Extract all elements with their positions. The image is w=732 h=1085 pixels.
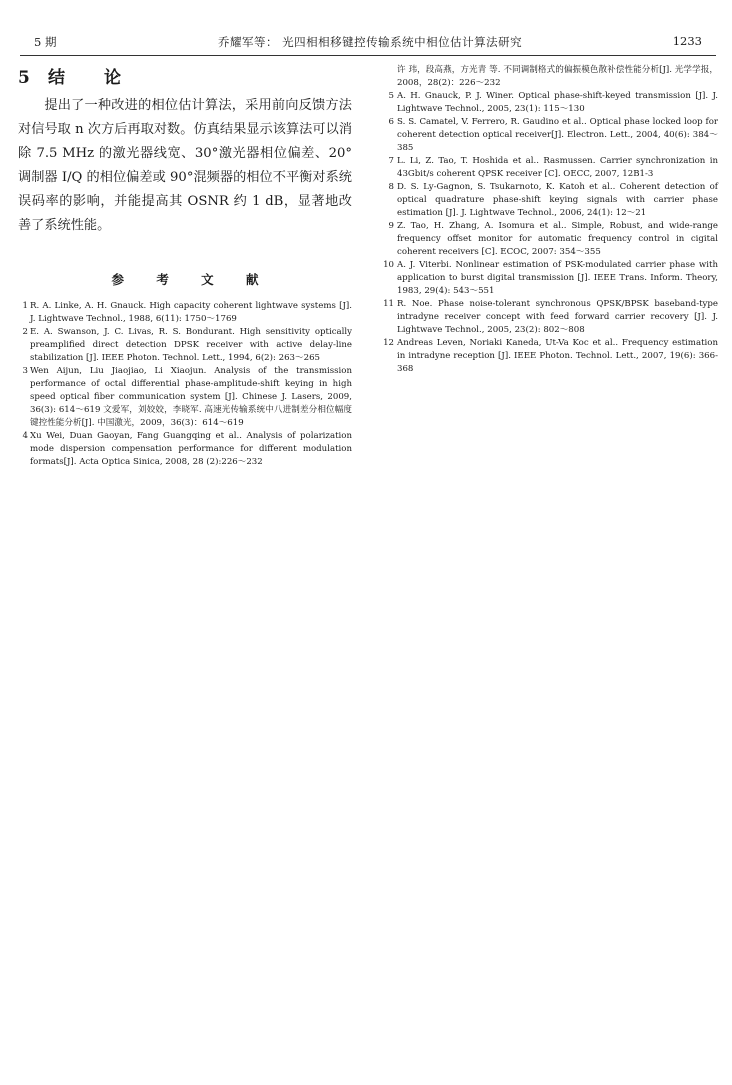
reference-item: 1 R. A. Linke, A. H. Gnauck. High capacity coherent lightwave systems [J]. J. Lightwave Technol., 1988, 6(11): 1750～1769 <box>22 301 352 324</box>
reference-continuation: 许 玮，段高燕，方光青 等. 不同调制格式的偏振模色散补偿性能分析[J]. 光学学报，2008，28(2)：226～232 <box>397 65 718 88</box>
section-title-char-2: 论 <box>104 68 121 88</box>
reference-item: 12 Andreas Leven, Noriaki Kaneda, Ut-Va Koc et al.. Frequency estimation in intradyne reception [J]. IEEE Photon. Technol. Lett., 2007, 19(6): 366-368 <box>383 338 718 374</box>
references-heading: 参 考 文 献 <box>111 272 273 287</box>
reference-item: 7 L. Li, Z. Tao, T. Hoshida et al.. Rasmussen. Carrier synchronization in 43Gbit/s coherent QPSK receiver [C]. OECC, 2007, 12B1-3 <box>388 156 718 179</box>
page-header <box>20 30 710 52</box>
reference-item: 2 E. A. Swanson, J. C. Livas, R. S. Bondurant. High sensitivity optically preamplified direct detection DPSK receiver with active delay-line stabilization [J]. IEEE Photon. Technol. Lett., 1994, 6(2): 263～265 <box>22 327 352 363</box>
conclusion-paragraph: 提出了一种改进的相位估计算法，采用前向反馈方法对信号取 n 次方后再取对数。仿真结果显示该算法可以消除 7.5 MHz 的激光器线宽、30°激光器相位偏差、20°调制器 I/Q 的相位偏差或 90°混频器的相位不平衡对系统误码率的影响，并能提高其 OSNR 约 1 dB，显著地改善了系统性能。 <box>18 98 352 233</box>
reference-list-left <box>18 300 352 469</box>
reference-item: 8 D. S. Ly-Gagnon, S. Tsukarnoto, K. Katoh et al.. Coherent detection of optical quadrature phase-shift keying signals with carrier phase estimation [J]. J. Lightwave Technol., 2006, 24(1): 12～21 <box>388 182 718 218</box>
section-number: 5 <box>18 68 30 88</box>
reference-item: 4 Xu Wei, Duan Gaoyan, Fang Guangqing et al.. Analysis of polarization mode dispersion compensation performance for different modulation formats[J]. Acta Optica Sinica, 2008, 28 (2):226～232 <box>22 431 352 467</box>
issue-label: 5 期 <box>34 35 57 49</box>
right-column <box>380 64 718 376</box>
page-number: 1233 <box>672 34 702 48</box>
header-divider <box>20 55 716 56</box>
reference-item: 10 A. J. Viterbi. Nonlinear estimation of PSK-modulated carrier phase with application to burst digital transmission [J]. IEEE Trans. Inform. Theory, 1983, 29(4): 543～551 <box>383 260 718 296</box>
left-column <box>18 64 352 469</box>
reference-list-right <box>380 90 718 376</box>
reference-item: 11 R. Noe. Phase noise-tolerant synchronous QPSK/BPSK baseband-type intradyne receiver concept with feed forward carrier recovery [J]. J. Lightwave Technol., 2005, 23(2): 802～808 <box>383 299 718 335</box>
section-title-char-1: 结 <box>48 68 65 88</box>
reference-item: 9 Z. Tao, H. Zhang, A. Isomura et al.. Simple, Robust, and wide-range frequency offset monitor for automatic frequency control in cigital coherent receivers [C]. ECOC, 2007: 354～355 <box>388 221 718 257</box>
reference-item: 5 A. H. Gnauck, P. J. Winer. Optical phase-shift-keyed transmission [J]. J. Lightwave Technol., 2005, 23(1): 115～130 <box>388 91 718 114</box>
reference-item: 3 Wen Aijun, Liu Jiaojiao, Li Xiaojun. Analysis of the transmission performance of octal differential phase-amplitude-shift keying in high speed optical fiber communication system [J]. Chinese J. Lasers, 2009, 36(3): 614～619 文爱军，刘姣姣，李晓军. 高速光传输系统中八进制差分相位幅度键控性能分析[J]. 中国激光，2009，36(3)：614～619 <box>22 366 352 428</box>
running-title: 乔耀军等： 光四相相移键控传输系统中相位估计算法研究 <box>218 35 523 49</box>
reference-item: 6 S. S. Camatel, V. Ferrero, R. Gaudino et al.. Optical phase locked loop for coherent detection optical receiver[J]. Electron. Lett., 2004, 40(6): 384～385 <box>388 117 718 153</box>
section-heading <box>18 64 352 92</box>
